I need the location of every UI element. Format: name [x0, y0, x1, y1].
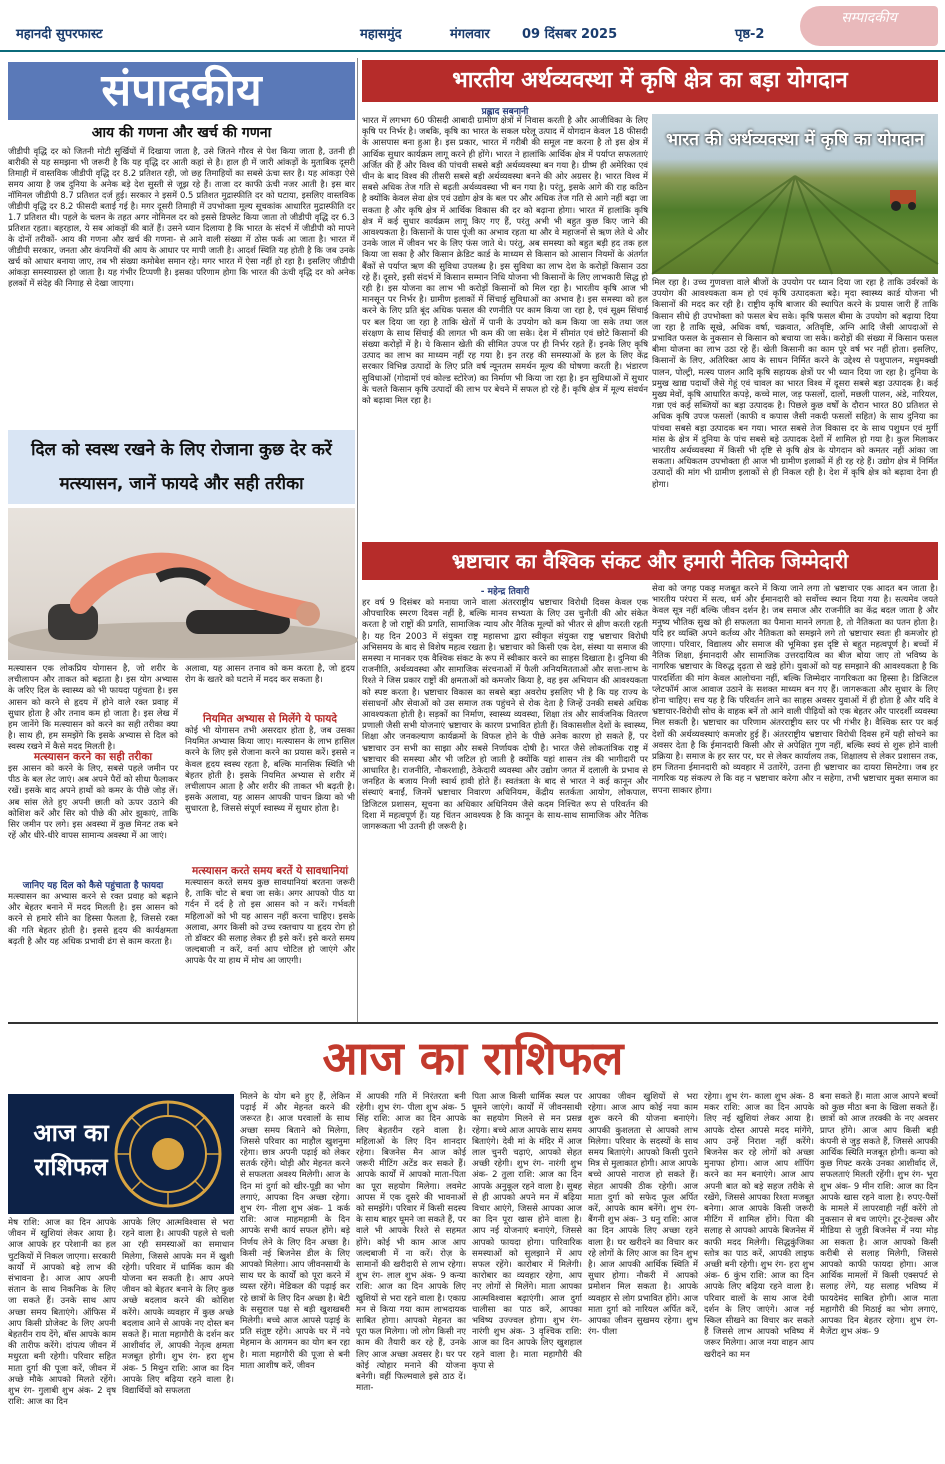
yoga-col2-caution: मत्स्यासन करते समय कुछ सावधानियां बरतना जरूरी है, ताकि चोट से बचा जा सके। अगर आपको पीठ या गर्दन में दर्द है तो इस आसन को न करें। गर्भवती महिलाओं को भी यह आसन नहीं करना चाहिए। इसके अलावा, अगर किसी को उच्च रक्तचाप या हृदय रोग हो तो डॉक्टर की सलाह लेकर ही इसे करें। इसे करते समय जल्दबाजी न करें, वर्ना आप चोटिल हो जाएंगे और आपके पैर या हाथ में मोच आ जाएगी।	[185, 878, 355, 967]
rashifal-col-6: आपका जीवन खुशियों से भरा रहेगा। आज आप कोई नया काम शुरू करने की योजना बनाएंगे। आपकी कुशलता से आपको लाभ मिलेगा। परिवार के सदस्यों के साथ समय बिताएंगे। आपको किसी पुराने मित्र से मुलाकात होगी। आज आपके बच्चे आपसे नाराज हो सकते हैं। सेहत आपकी ठीक रहेगी। आज माता दुर्गा को सफेद फूल अर्पित करें, आपके काम बनेंगे। शुभ रंग- बैंगनी शुभ अंक- 3 धनु राशि: आज का दिन आपके लिए अच्छा रहने वाला है। घर खरीदने का विचार कर रहे लोगों के लिए आज का दिन शुभ है। आज आपकी आर्थिक स्थिति में सुधार होगा। नौकरी में आपको प्रमोशन मिल सकता है। आपके व्यवहार से लोग प्रभावित होंगे। आज माता दुर्गा को नारियल अर्पित करें, आपका जीवन सुखमय रहेगा। शुभ रंग- पीला	[588, 1092, 698, 1338]
yoga-subhead-regular: नियमित अभ्यास से मिलेंगे ये फायदे	[203, 713, 337, 725]
agri-col1: भारत में लगभग 60 फीसदी आबादी ग्रामीण क्षेत्रों में निवास करती है और आजीविका के लिए कृषि पर निर्भर है। जबकि, कृषि का भारत के सकल घरेलू उत्पाद में योगदान केवल 18 फीसदी के आसपास बना हुआ है। इस प्रकार, भारत में गरीबी की समूल नष्ट करना है तो इस क्षेत्र में आर्थिक सुधार कार्यक्रम लागू करने ही होंगे। भारत ने हालांकि आर्थिक क्षेत्र में पर्याप्त सफलताएं अर्जित की हैं और विश्व की पांचवी सबसे बड़ी अर्थव्यवस्था बन गया है। ग्रीष्म ही अमेरिका एवं चीन के बाद विश्व की तीसरी सबसे बड़ी अर्थव्यवस्था बनने की ओर अग्रसर है। भारत विश्व में सबसे अधिक तेज गति से बढ़ती अर्थव्यवस्था भी बन गया है। परंतु, इसके आगे की राह कठिन है क्योंकि केवल सेवा क्षेत्र एवं उद्योग क्षेत्र के बल पर और अधिक तेज गति से आगे नहीं बढ़ा जा सकता है और कृषि क्षेत्र में आर्थिक विकास की दर को बढ़ाना होगा। भारत में हालांकि कृषि क्षेत्र में कई सुधार कार्यक्रम लागू किए गए हैं, परंतु अभी भी बहुत कुछ किए जाने की आवश्यकता है। किसानों के पास पूंजी का अभाव रहता था और वे महाजनों से ऋण लेते थे और उनके जाल में जीवन भर के लिए फंस जाते थे। परंतु, अब समस्या को बहुत बड़ी हद तक हल किया जा सका है और किसान क्रेडिट कार्ड के माध्यम से किसान को आसान नियमों के अंतर्गत बैंकों से पर्याप्त ऋण की सुविधा उपलब्ध है। इस सुविधा का लाभ देश के करोड़ों किसान उठा रहे हैं। दूसरे, इसी संदर्भ में किसान सम्मान निधि योजना भी किसानों के लिए लाभकारी सिद्ध हो रही है। इस योजना का लाभ भी करोड़ों किसानों को मिल रहा है। भारतीय कृषि आज भी मानसून पर निर्भर है। ग्रामीण इलाकों में सिंचाई सुविधाओं का अभाव है। इस समस्या को हल करने के लिए प्रति बूंद अधिक फसल की रणनीति पर काम किया जा रहा है, एवं सूक्ष्म सिंचाई पर बल दिया जा रहा है ताकि खेतों में पानी के उपयोग को कम किया जा सके तथा जल संरक्षण के साथ सिंचाई की लागत भी कम की जा सके। देश में सीमांत एवं छोटे किसानों की संख्या करोड़ों में है। ये किसान खेती की सीमित उपज पर ही निर्भर रहते हैं। इनके लिए कृषि उत्पाद का लाभ का माध्यम नहीं रह गया है। इन तरह की समस्याओं के हल के लिए केंद्र सरकार विभिन्न उत्पादों के लिए प्रति वर्ष न्यूनतम समर्थन मूल्य की घोषणा करती है। भंडारण सुविधाओं (गोदामों एवं कोल्ड स्टोरेज) का निर्माण भी किया जा रहा है। इन सुविधाओं में सुधार के चलते किसान कृषि उत्पादों की लाभ पर बेचने में सफल हो रहे हैं। कृषि क्षेत्र में मूल्य संवर्धन को बढ़ावा मिल रहा है।	[362, 116, 649, 407]
rashifal-col-7: रहेगा। शुभ रंग- काला शुभ अंक- 8 मकर राशि: आज का दिन आपके लिए नई खुशियां लेकर आया है। आपके दोस्त आपसे मदद मांगेंगे, आप उन्हें निराश नहीं करेंगे। बिजनेस कर रहे लोगों को अच्छा मुनाफा होगा। आज आप शॉपिंग करने का मन बनाएंगे। आज आप अपनी बात को बड़े सहज तरीके से रखेंगे, जिससे आपका रिश्ता मजबूत बनेगा। आज आपके किसी जरूरी मीटिंग में शामिल होंगे। पिता की सलाह से आपको आपके बिजनेस में काफी मदद मिलेगी। सिद्धकुंजिका स्तोत्र का पाठ करें, आपकी लाइफ अच्छी बनी रहेगी। शुभ रंग- हरा शुभ अंक- 6 कुंभ राशि: आज का दिन आपके लिए बढ़िया रहने वाला है। परिवार वालों के साथ आज देवी दर्शन के लिए जाएंगे। आज नई स्किल सीखने का विचार कर सकते हैं जिससे लाभ आपको भविष्य में जरूर मिलेगा। आज नया वाहन आप खरीदने का मन	[704, 1092, 814, 1360]
yoga-col1-benefit: मत्स्यासन का अभ्यास करने से रक्त प्रवाह को बढ़ाने और बेहतर बनाने में मदद मिलती है। इस आसन को करने से हमारे सीने का हिस्सा फैलता है, जिससे रक्त की गति बेहतर होती है। इससे हृदय की कार्यक्षमता बढ़ती है और यह अधिक प्रभावी ढंग से काम करता है।	[8, 892, 178, 947]
yoga-subhead-benefit: जानिए यह दिल को कैसे पहुंचाता है फायदा	[22, 881, 164, 891]
rashifal-headline: आज का राशिफल	[322, 1031, 624, 1085]
corruption-col1: हर वर्ष 9 दिसंबर को मनाया जाने वाला अंतरराष्ट्रीय भ्रष्टाचार विरोधी दिवस केवल एक औपचारिक स्मरण दिवस नहीं है, बल्कि मानव सभ्यता के लिए उस चुनौती की ओर संकेत करता है जो राष्ट्रों की प्रगति, सामाजिक न्याय और नैतिक मूल्यों को भीतर से क्षीण करती रहती है। यह दिन 2003 में संयुक्त राष्ट्र महासभा द्वारा स्वीकृत संयुक्त राष्ट्र भ्रष्टाचार विरोधी अभिसमय के बाद से विशेष महत्व रखता है। भ्रष्टाचार को किसी एक देश, संस्था या समाज की समस्या न मानकर एक वैश्विक संकट के रूप में स्वीकार करने का साहस दिखाता है। दुनिया की राजनीति, अर्थव्यवस्था और सामाजिक संरचनाओं में फैली अनियमितताओं और सत्ता-लाभ के रिश्ते ने जिस प्रकार राष्ट्रों की क्षमताओं को कमजोर किया है, वह इस अभियान की आवश्यकता को स्पष्ट करता है। भ्रष्टाचार विकास का सबसे बड़ा अवरोध इसलिए भी है कि यह राज्य के संसाधनों और सेवाओं को उस समाज तक पहुंचने से रोक देता है जिन्हें उनकी सबसे अधिक आवश्यकता होती है। सड़कों का निर्माण, स्वास्थ्य व्यवस्था, शिक्षा तंत्र और सार्वजनिक वितरण प्रणाली जैसी सभी योजनाएं भ्रष्टाचार के कारण प्रभावित होती हैं। विकासशील देशों के स्वास्थ्य, शिक्षा और जनकल्याण कार्यक्रमों के विफल होने के पीछे अनेक कारण हो सकते हैं, पर भ्रष्टाचार उन सभी का साझा और सबसे निर्णायक दोषी है। भारत जैसे लोकतांत्रिक राष्ट्र में भ्रष्टाचार की समस्या और भी जटिल हो जाती है क्योंकि यहां शासन तंत्र की भागीदारी पर आधारित है। राजनीति, नौकरशाही, ठेकेदारी व्यवस्था और उद्योग जगत में दलाली के प्रभाव से जनहित के बजाय निजी स्वार्थ हावी होते हैं। स्वतंत्रता के बाद से भारत ने कई कानून और संस्थाएं बनाईं, जिनमें भ्रष्टाचार निवारण अधिनियम, केंद्रीय सतर्कता आयोग, लोकपाल, डिजिटल प्रशासन, सूचना का अधिकार अधिनियम जैसे कदम निश्चित रूप से परिवर्तन की दिशा में महत्वपूर्ण हैं। यह चिंतन आवश्यक है कि कानून के साथ-साथ सामाजिक और नैतिक जागरूकता भी उतनी ही जरूरी है।	[362, 598, 648, 833]
masthead-bar	[0, 0, 945, 52]
agri-photo-caption: भारत की अर्थव्यवस्था में कृषि का योगदान	[665, 130, 925, 150]
date: 09 दिंसबर 2025	[522, 27, 618, 42]
section-divider	[8, 1022, 938, 1024]
paper-name: महानदी सुपरफास्ट	[16, 27, 103, 42]
yoga-col1-intro: मत्स्यासन एक लोकप्रिय योगासन है, जो शरीर के लचीलापन और ताकत को बढ़ाता है। इस योग अभ्यास के जरिए दिल के स्वास्थ्य को भी फायदा पहुंचता है। इस आसन को करने से हृदय में होने वाले रक्त प्रवाह में सुधार होता है और तनाव कम हो जाता है। इस लेख में हम जानेंगे कि मत्स्यासन को करने का सही तरीका क्या है। साथ ही, हम समझेंगे कि इसके अभ्यास से दिल को स्वस्थ रखने में कैसे मदद मिलती है।	[8, 664, 178, 753]
rashifal-image	[8, 1094, 234, 1214]
agri-headline: भारतीय अर्थव्यवस्था में कृषि क्षेत्र का बड़ा योगदान	[362, 60, 938, 102]
yoga-subhead-caution: मत्स्यासन करते समय बरतें ये सावधानियां	[191, 865, 349, 877]
section-tag: सम्पादकीय	[800, 6, 938, 46]
yoga-col2-regular: कोई भी योगासन तभी असरदार होता है, जब उसका नियमित अभ्यास किया जाए। मत्स्यासन के लाभ हासिल करने के लिए इसे रोजाना करने का प्रयास करें। इससे न केवल हृदय स्वस्थ रहता है, बल्कि मानसिक स्थिति भी बेहतर होती है। इसके नियमित अभ्यास से शरीर में लचीलापन आता है और शरीर की ताकत भी बढ़ती है। इसके अलावा, यह आसन आपकी पाचन क्रिया को भी सुधारता है, जिससे संपूर्ण स्वास्थ्य में सुधार होता है।	[185, 726, 355, 815]
corruption-headline: भ्रष्टाचार का वैश्विक संकट और हमारी नैतिक जिम्मेदारी	[362, 542, 938, 580]
agri-photo	[652, 114, 938, 274]
yoga-photo	[8, 508, 355, 660]
rashifal-col-1: मेष राशि: आज का दिन आपके जीवन में खुशियां लेकर आया है। आज आपके हर परेशानी का हल चुटकियों में निकल जाएगा। सरकारी कार्यों में आपको बड़े लाभ की संभावना है। आज आप अपनी संतान के साथ निकनिक के लिए जा सकते हैं। उनके साथ आप अच्छा समय बिताएंगे। ऑफिस में आप किसी प्रोजेक्ट के लिए अपनी बेहतरीन राय देंगे, बॉस आपके काम की तारीफ करेंगे। दांपत्य जीवन में मधुरता बनी रहेगी। परिवार सहित माता दुर्गा की पूजा करें, जीवन में अच्छे मौके आपको मिलते रहेंगे। शुभ रंग- गुलाबी शुभ अंक- 2 वृष राशि: आज का दिन	[8, 1218, 116, 1408]
rashifal-col-8: बना सकते हैं। माता आज आपने बच्चों को कुछ मीठा बना के खिला सकते हैं। छात्रों को आज तरक्की के नए अवसर प्राप्त होंगे। आज आप किसी बड़ी कंपनी से जुड़ सकते हैं, जिससे आपकी आर्थिक स्थिति मजबूत होगी। कन्या को कुछ गिफ्ट करके उनका आशीर्वाद लें, सफलताएं मिलती रहेंगी। शुभ रंग- भूरा शुभ अंक- 9 मीन राशि: आज का दिन आपके खास रहने वाला है। रुपए-पैसों के मामले में लापरवाही नहीं करेंगे तो नुकसान से बच जाएंगे। टूर-ट्रेवल्स और मीडिया से जुड़ी बिजनेस में नया मोड़ आ सकता है। आज आपको किसी करीबी से सलाह मिलेगी, जिससे आपको काफी फायदा होगा। आज आर्थिक मामलों में किसी एक्सपर्ट से सलाह लेंगे, यह सलाह भविष्य में फायदेमंद साबित होगी। आज माता महागौरी की मिठाई का भोग लगाएं, आपका दिन बेहतर रहेगा। शुभ रंग- मैजेंटा शुभ अंक- 9	[820, 1092, 938, 1338]
agri-byline: प्रह्लाद सबनानी	[481, 107, 529, 117]
yoga-col2-intro: अलावा, यह आसन तनाव को कम करता है, जो हृदय रोग के खतरे को घटाने में मदद कर सकता है।	[185, 664, 355, 686]
column-rule	[357, 58, 358, 1022]
editorial-title: आय की गणना और खर्च की गणना	[91, 125, 272, 141]
corruption-col2: सेवा को जगह पकड़ मजबूत करने में किया जाने लगा तो भ्रष्टाचार एक आदत बन जाता है। भारतीय परंपरा में सत्य, धर्म और ईमानदारी को सर्वोच्च स्थान दिया गया है। सत्यमेव जयते केवल सूत्र नहीं बल्कि जीवन दर्शन है। जब समाज और राजनीति का केंद्र बदल जाता है और मनुष्य भौतिक सुख को ही सफलता का पैमाना मानने लगता है, तो नैतिकता का पतन होता है। यदि हर व्यक्ति अपने कर्तव्य और नैतिकता को समझने लगे तो भ्रष्टाचार स्वतः ही कमजोर हो जाएगा। परिवार, विद्यालय और समाज की भूमिका इस दृष्टि से बहुत महत्वपूर्ण है। बच्चों में नैतिक शिक्षा, ईमानदारी और सामाजिक उत्तरदायित्व का बीज बोया जाए तो भविष्य के नागरिक भ्रष्टाचार के विरुद्ध दृढ़ता से खड़े होंगे। युवाओं को यह समझाने की आवश्यकता है कि पारदर्शिता की मांग केवल आलोचना नहीं, बल्कि जिम्मेदार नागरिकता का हिस्सा है। डिजिटल प्लेटफॉर्म आज आवाज उठाने के सशक्त माध्यम बन गए हैं। जागरूकता और सुधार के लिए होना चाहिए। सच यह है कि परिवर्तन लाने का साहस अवसर युवाओं में ही होता है और यदि वे भ्रष्टाचार-विरोधी सोच के वाहक बनें तो आने वाली पीढ़ियों को एक बेहतर और पारदर्शी व्यवस्था मिल सकती है। भ्रष्टाचार का परिणाम अंतरराष्ट्रीय स्तर पर भी गंभीर है। वैश्विक स्तर पर कई देशों की अर्थव्यवस्थाएं कमजोर हुई हैं। अंतरराष्ट्रीय भ्रष्टाचार विरोधी दिवस हमें यही सोचने का अवसर देता है कि ईमानदारी किसी और से अपेक्षित गुण नहीं, बल्कि स्वयं से शुरू होने वाली प्रक्रिया है। समाज के हर स्तर पर, घर से लेकर कार्यालय तक, शिक्षालय से लेकर प्रशासन तक, हम जितना ईमानदारी को व्यवहार में उतारेंगे, उतना ही भ्रष्टाचार का दायरा सिमटेगा। जब हर नागरिक यह संकल्प ले कि वह न भ्रष्टाचार करेगा और न सहेगा, तभी भ्रष्टाचार मुक्त समाज का सपना साकार होगा।	[652, 584, 938, 796]
editorial-banner: संपादकीय	[8, 62, 355, 120]
rashifal-col-3: मिलने के योग बने हुए हैं, लेकिन पढ़ाई में और मेहनत करने की जरूरत है। आज घरवालों के साथ अच्छा समय बिताने को मिलेगा, जिससे परिवार का माहौल खुशनुमा रहेगा। छात्र अपनी पढ़ाई को लेकर सतर्क रहेंगे। थोड़ी और मेहनत करने से सफलता अवश्य मिलेगी। आज के दिन मां दुर्गा को खीर-पूड़ी का भोग लगाएं, आपका दिन अच्छा रहेगा। शुभ रंग- नीला शुभ अंक- 1 कर्क राशि: आज माहमहामी के दिन आपके सभी कार्य सफल होंगे। बड़े निर्णय लेने के लिए दिन अच्छा है। किसी नई बिजनेस डील के लिए आपको मिलेगा। आप जीवनसाथी के साथ घर के कार्यों को पूरा करने में व्यस्त रहेंगे। मेडिकल की पढ़ाई कर रहे छात्रों के लिए दिन अच्छा है। बेटी के ससुराल पक्ष से बड़ी खुशखबरी मिलेगी। बच्चे आज आपसे पढ़ाई के प्रति संतुष्ट रहेंगे। आपके घर में नये मेहमान के आगमन का योग बन रहा है। माता महागौरी की पूजा से बनी माता आशीष करें, जीवन	[240, 1092, 350, 1371]
agri-col2: मिल रहा है। उच्च गुणवत्ता वाले बीजों के उपयोग पर ध्यान दिया जा रहा है ताकि उर्वरकों के उपयोग की आवश्यकता कम हो एवं कृषि उत्पादकता बढ़े। मृदा स्वास्थ्य कार्ड योजना भी किसानों की मदद कर रही है। राष्ट्रीय कृषि बाजार की स्थापित करने के प्रयास जारी हैं ताकि किसान सीधे ही उपभोक्ता को फसल बेच सके। कृषि फसल बीमा के उपयोग को बढ़ाया दिया जा रहा है ताकि सूखे, अधिक वर्षा, चक्रवात, अतिवृष्टि, अग्नि आदि जैसी आपदाओं से प्रभावित फसल के नुकसान से किसान को बचाया जा सके। करोड़ों की संख्या में किसान फसल बीमा योजना का लाभ उठा रहे हैं। खेती किसानी का काम पूरे वर्ष भर नहीं होता। इसलिए, किसानों के लिए, अतिरिक्त आय के साधन निर्मित करने के उद्देश्य से पशुपालन, मधुमक्खी पालन, पोल्ट्री, मत्स्य पालन आदि कृषि सहायक क्षेत्रों पर भी ध्यान दिया जा रहा है। दुनिया के प्रमुख खाद्य पदार्थों जैसे गेहूं एवं चावल का भारत विश्व में दूसरा सबसे बड़ा उत्पादक है। कई मुख्य मेवों, कृषि आधारित कपड़े, कच्चे माल, जड़ फसलों, दालों, मछली पालन, अंडे, नारियल, गन्ना एवं कई सब्जियों का बड़ा उत्पादक है। पिछले कुछ वर्षों के दौरान भारत 80 प्रतिशत से अधिक कृषि उपज फसलों (काफी व कपास जैसी नकदी फसलों सहित) के साथ दुनिया का पांचवा सबसे बड़ा उत्पादक बन गया। भारत सबसे तेज विकास दर के साथ पशुधन एवं मुर्गी मांस के क्षेत्र में दुनिया के पांच सबसे बड़े उत्पादक देशों में शामिल हो गया है। कुल मिलाकर भारतीय अर्थव्यवस्था में किसी भी दृष्टि से कृषि क्षेत्र के योगदान को कमतर नहीं आंका जा सकता। अधिकतम उपभोक्ता ही आज भी ग्रामीण इलाकों में ही रह रहे हैं। उद्योग क्षेत्र में निर्मित उत्पादों की मांग भी ग्रामीण इलाकों से ही निकल रही है। देश में कृषि क्षेत्र को बढ़ावा देना ही होगा।	[652, 278, 938, 490]
rashifal-image-text-2: राशिफल	[34, 1153, 108, 1181]
editorial-body: जीडीपी वृद्धि दर को जितनी मोटी सुर्खियों में दिखाया जाता है, उसे जितने गौरव से पेश किया जाता है, उतनी ही बारीकी से यह समझना भी जरूरी है कि यह वृद्धि दर आती कहां से है। हाल ही में जारी आंकड़ों के मुताबिक दूसरी तिमाही में वास्तविक जीडीपी वृद्धि दर 8.2 प्रतिशत रही, जो छह तिमाहियों का सबसे ऊंचा स्तर है। यह आंकड़ा ऐसे समय आया है जब दुनिया के अनेक बड़े देश सुस्ती से जूझ रहे हैं। ताजा दर काफी ऊंची नजर आती है। इस बार नॉमिनल जीडीपी 8.7 प्रतिशत दर्ज हुई। सरकार ने इसमें 0.5 प्रतिशत मुद्रास्फीति दर को घटाया, इसलिए वास्तविक जीडीपी वृद्धि दर 8.2 फीसदी बताई गई है। मगर दूसरी तिमाही में उपभोक्ता मूल्य सूचकांक आधारित मुद्रास्फीति दर 1.7 प्रतिशत थी। पहले के चलन के तहत अगर नोमिनल दर को इससे डिफ्लेट किया जाता तो जीडीपी वृद्धि दर 6.3 प्रतिशत रहता। बहरहाल, ये सब आंकड़ों की बातें हैं। उसने ध्यान दिलाया है कि भारत के संदर्भ में जीडीपी को मापने के दोनों तरीकों- आय की गणना और खर्च की गणना- से आने वाली संख्या में ठोस फर्क आ जाता है। भारत में जीडीपी सरकार, जनता और कंपनियों की आय के आधार पर मापी जाती है। आदर्श स्थिति यह होती है कि जब उनके खर्च को आधार बनाया जाए, तब भी संख्या कमोबेश समान रहे। मगर भारत में ऐसा नहीं हो रहा है। इसलिए जीडीपी आंकड़ा समस्याग्रस्त हो जाता है। यह गंभीर टिप्पणी है। इसका परिणाम होगा कि भारत की ऊंची वृद्धि दर को अनेक हलकों में संदेह की निगाह से देखा जाएगा।	[8, 146, 355, 288]
rashifal-image-text-1: आज का	[33, 1119, 109, 1147]
yoga-subhead-method: मत्स्यासन करने का सही तरीका	[33, 751, 153, 763]
yoga-col1-method: इस आसन को करने के लिए, सबसे पहले जमीन पर पीठ के बल लेट जाएं। अब अपने पैरों को सीधा फैलाकर रखें। इसके बाद अपने हाथों को कमर के पीछे जोड़ लें। अब सांस लेते हुए अपनी छाती को ऊपर उठाने की कोशिश करें और सिर को पीछे की ओर झुकाएं, ताकि सिर जमीन पर लगे। इस अवस्था में कुछ मिनट तक बने रहें और धीरे-धीरे वापस सामान्य अवस्था में आ जाएं।	[8, 764, 178, 842]
rashifal-col-4: में आपकी गति में निरंतरता बनी रहेगी। शुभ रंग- पीला शुभ अंक- 5 सिंह राशि: आज का दिन आपके लिए बेहतरीन रहने वाला है। महिलाओं के लिए दिन शानदार रहेगा। बिजनेस मैन आज कोई जरूरी मीटिंग अटेंड कर सकते हैं। आपके कार्यों में आपको माता-पिता का पूरा सहयोग मिलेगा। लवमेट आपस में एक दूसरे की भावनाओं को समझेंगे। परिवार में किसी सदस्य के साथ बाहर घूमने जा सकते हैं, पर वाले भी आपके रिश्ते से सहमत होंगे। कोई भी काम आज आप जल्दबाजी में ना करें। रोज़ के सामानों की खरीदारी से लाभ रहेगा। शुभ रंग- लाल शुभ अंक- 9 कन्या राशि: आज का दिन आपके लिए खुशियों से भरा रहने वाला है। एकाग्र मन से किया गया काम लाभदायक साबित होगा। आपको मेहनत का पूरा फल मिलेगा। जो लोग किसी नए काम की तैयारी कर रहे हैं, उनके लिए आज अच्छा अवसर है। घर पर कोई त्योहार मनाने की योजना बनेगी। वहीं फिल्मवाले इसे ठाठ दें। माता-	[356, 1092, 466, 1394]
yoga-headline: दिल को स्वस्थ रखने के लिए रोजाना कुछ देर करें मत्स्यासन, जानें फायदे और सही तरीका	[8, 430, 355, 504]
page-number: पृष्ठ-2	[735, 27, 765, 42]
corruption-byline: - महेन्द्र तिवारी	[480, 587, 530, 597]
day: मंगलवार	[450, 27, 490, 42]
rashifal-col-5: पिता आज किसी धार्मिक स्थल पर घूमने जाएंगे। कार्यों में जीवनसाथी का सहयोग मिलने से मन प्रसन्न रहेगा। बच्चे आज आपके साथ समय बिताएंगे। देवी मां के मंदिर में आज लाल चुनरी चढ़ाएं, आपको सेहत अच्छी रहेगी। शुभ रंग- नारंगी शुभ अंक- 2 तुला राशि: आज का दिन आपके अनुकूल रहने वाला है। सुबह से ही आपको अपने मन में बढ़िया विचार आएंगे, जिससे आपका आज का दिन पूरा खास होने वाला है। आप नई योजनाएं बनाएंगे, जिससे आपको फायदा होगा। पारिवारिक समस्याओं को सुलझाने में आप सफल रहेंगे। कारोबार में मिलेगी। कारोबार का व्यवहार रहेगा, आप नए लोगों से मिलेंगे। माता आपका आत्मविश्वास बढ़ाएंगी। आज दुर्गा चालीसा का पाठ करें, आपका भविष्य उज्ज्वल होगा। शुभ रंग- नारंगी शुभ अंक- 3 वृश्चिक राशि: आज का दिन आपके लिए खुशहाल रहने वाला है। माता महागौरी की कृपा से	[472, 1092, 582, 1371]
rashifal-col-2: आपके लिए आत्मविश्वास से भरा रहने वाला है। आपकी पहले से चली आ रही समस्याओं का समाधान मिलेगा, जिससे आपके मन में खुशी रहेगी। परिवार में धार्मिक काम की योजना बन सकती है। आप अपने जीवन को बेहतर बनाने के लिए कुछ अच्छे बदलाव करने की कोशिश करेंगे। आपके व्यवहार में कुछ अच्छे बदलाव आने से आपके नए दोस्त बन सकते हैं। माता महागौरी के दर्शन कर आशीर्वाद लें, आपकी नेतृत्व क्षमता मजबूत होगी। शुभ रंग- हरा शुभ अंक- 5 मिथुन राशि: आज का दिन आपके लिए बढ़िया रहने वाला है। विद्यार्थियों को सफलता	[122, 1218, 234, 1397]
city: महासमुंद	[360, 27, 402, 42]
